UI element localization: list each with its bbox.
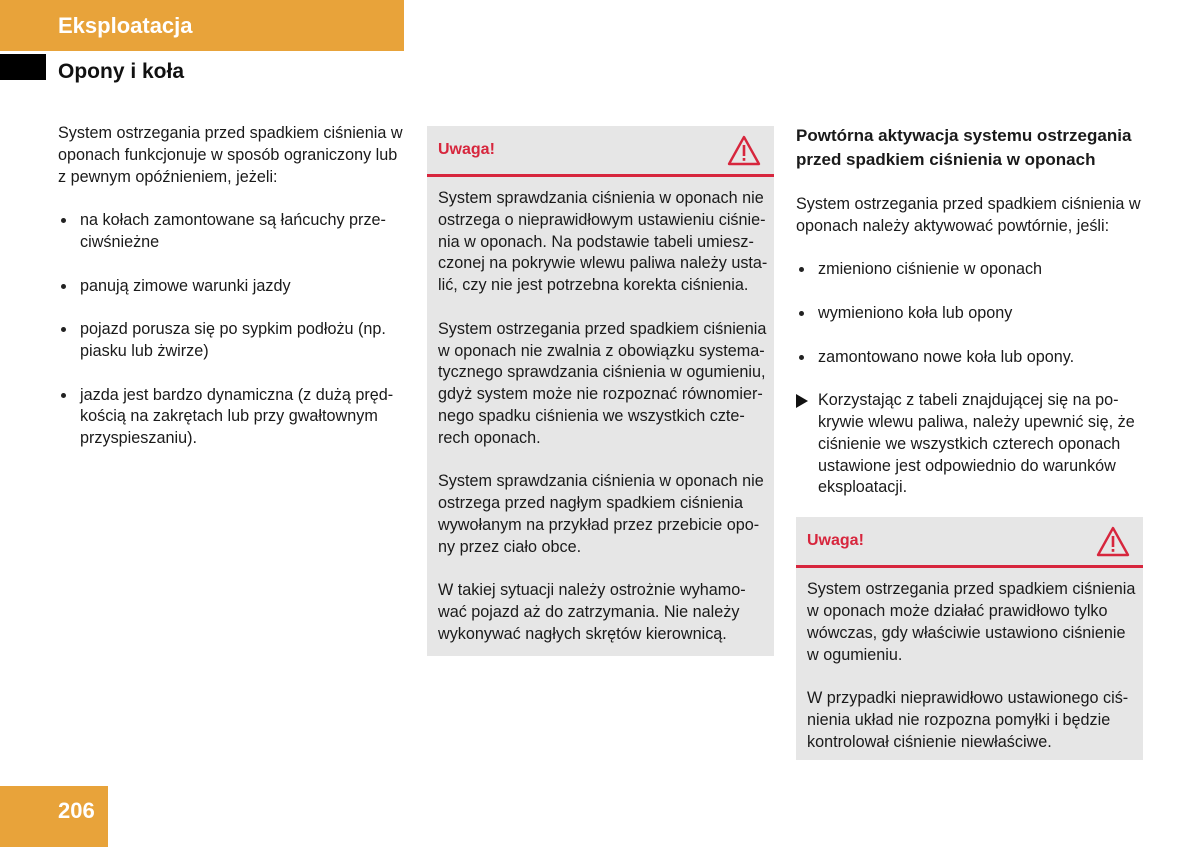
warning-body: [427, 177, 774, 656]
list-item: zmieniono ciśnienie w oponach: [796, 259, 1144, 281]
list-item: zamontowano nowe koła lub opony.: [796, 347, 1144, 369]
warning-triangle-icon: [1096, 526, 1130, 557]
warning-box-middle: [427, 126, 774, 656]
warning-box-right: [796, 517, 1143, 759]
warning-header: [796, 517, 1143, 568]
warning-label: Uwaga!: [438, 141, 495, 158]
left-bullet-list: [58, 210, 406, 450]
warning-triangle-icon: [727, 135, 761, 166]
arrow-right-icon: [796, 394, 808, 408]
list-item: pojazd porusza się po sypkim podłożu (np. piasku lub żwirze): [58, 319, 406, 363]
right-intro: System ostrzegania przed spadkiem ciśnienia w oponach należy aktywować powtórnie, jeśli:: [796, 195, 1141, 235]
list-item: wymieniono koła lub opony: [796, 303, 1144, 325]
left-intro: System ostrzegania przed spadkiem ciśnienia w oponach funkcjonuje w sposób ograniczony lub z pewnym opóźnieniem, jeżeli:: [58, 124, 403, 186]
section-title: Opony i koła: [58, 60, 185, 83]
subsection-heading: Powtórna aktywacja systemu ostrzegania przed spadkiem ciśnienia w oponach: [796, 126, 1132, 169]
section-marker: [0, 54, 46, 80]
warning-label: Uwaga!: [807, 532, 864, 550]
list-item: jazda jest bardzo dynamiczna (z dużą pręd-kością na zakrętach lub przy gwałtownym przyspieszaniu).: [58, 385, 406, 450]
warning-paragraph: System ostrzegania przed spadkiem ciśnienia w oponach może działać prawidłowo tylko wówczas, gdy właściwie ustawiono ciśnienie w ogumieniu.: [807, 580, 1136, 664]
warning-body: [796, 568, 1143, 759]
left-column: [58, 123, 406, 472]
warning-paragraph: W takiej sytuacji należy ostrożnie wyhamo-wać pojazd aż do zatrzymania. Nie należy wykonywać nagłych skrętów kierownicą.: [438, 581, 746, 643]
list-item: na kołach zamontowane są łańcuchy prze-ciwśnieżne: [58, 210, 406, 254]
instruction-step: [796, 390, 1144, 499]
list-item: panują zimowe warunki jazdy: [58, 276, 406, 298]
right-column: [796, 124, 1144, 760]
warning-paragraph: System sprawdzania ciśnienia w oponach nie ostrzega przed nagłym spadkiem ciśnienia wywołanym na przykład przez przebicie opo-ny przez ciało obce.: [438, 472, 764, 556]
chapter-title: Eksploatacja: [58, 13, 193, 38]
warning-header: [427, 126, 774, 177]
warning-paragraph: W przypadki nieprawidłowo ustawionego ciś-nienia układ nie rozpozna pomyłki i będzie kontrolował ciśnienie niewłaściwe.: [807, 689, 1129, 751]
warning-paragraph: System sprawdzania ciśnienia w oponach nie ostrzega o nieprawidłowym ustawieniu ciśnie-nia w oponach. Na podstawie tabeli umiesz-czonej na pokrywie wlewu paliwa należy usta-lić, czy nie jest potrzebna korekta ciśnienia.: [438, 189, 768, 295]
page-number: 206: [58, 798, 95, 823]
right-bullet-list: [796, 259, 1144, 368]
warning-paragraph: System ostrzegania przed spadkiem ciśnienia w oponach nie zwalnia z obowiązku systema-tycznego sprawdzania ciśnienia w ogumieniu, gdyż system może nie rozpoznać równomier-nego spadku ciśnienia we wszystkich czte-rech oponach.: [438, 319, 767, 447]
instruction-text: Korzystając z tabeli znajdującej się na po-krywie wlewu paliwa, należy upewnić się, że ciśnienie we wszystkich czterech oponach ustawione jest odpowiednio do warunków eksploatacji.: [818, 391, 1135, 497]
